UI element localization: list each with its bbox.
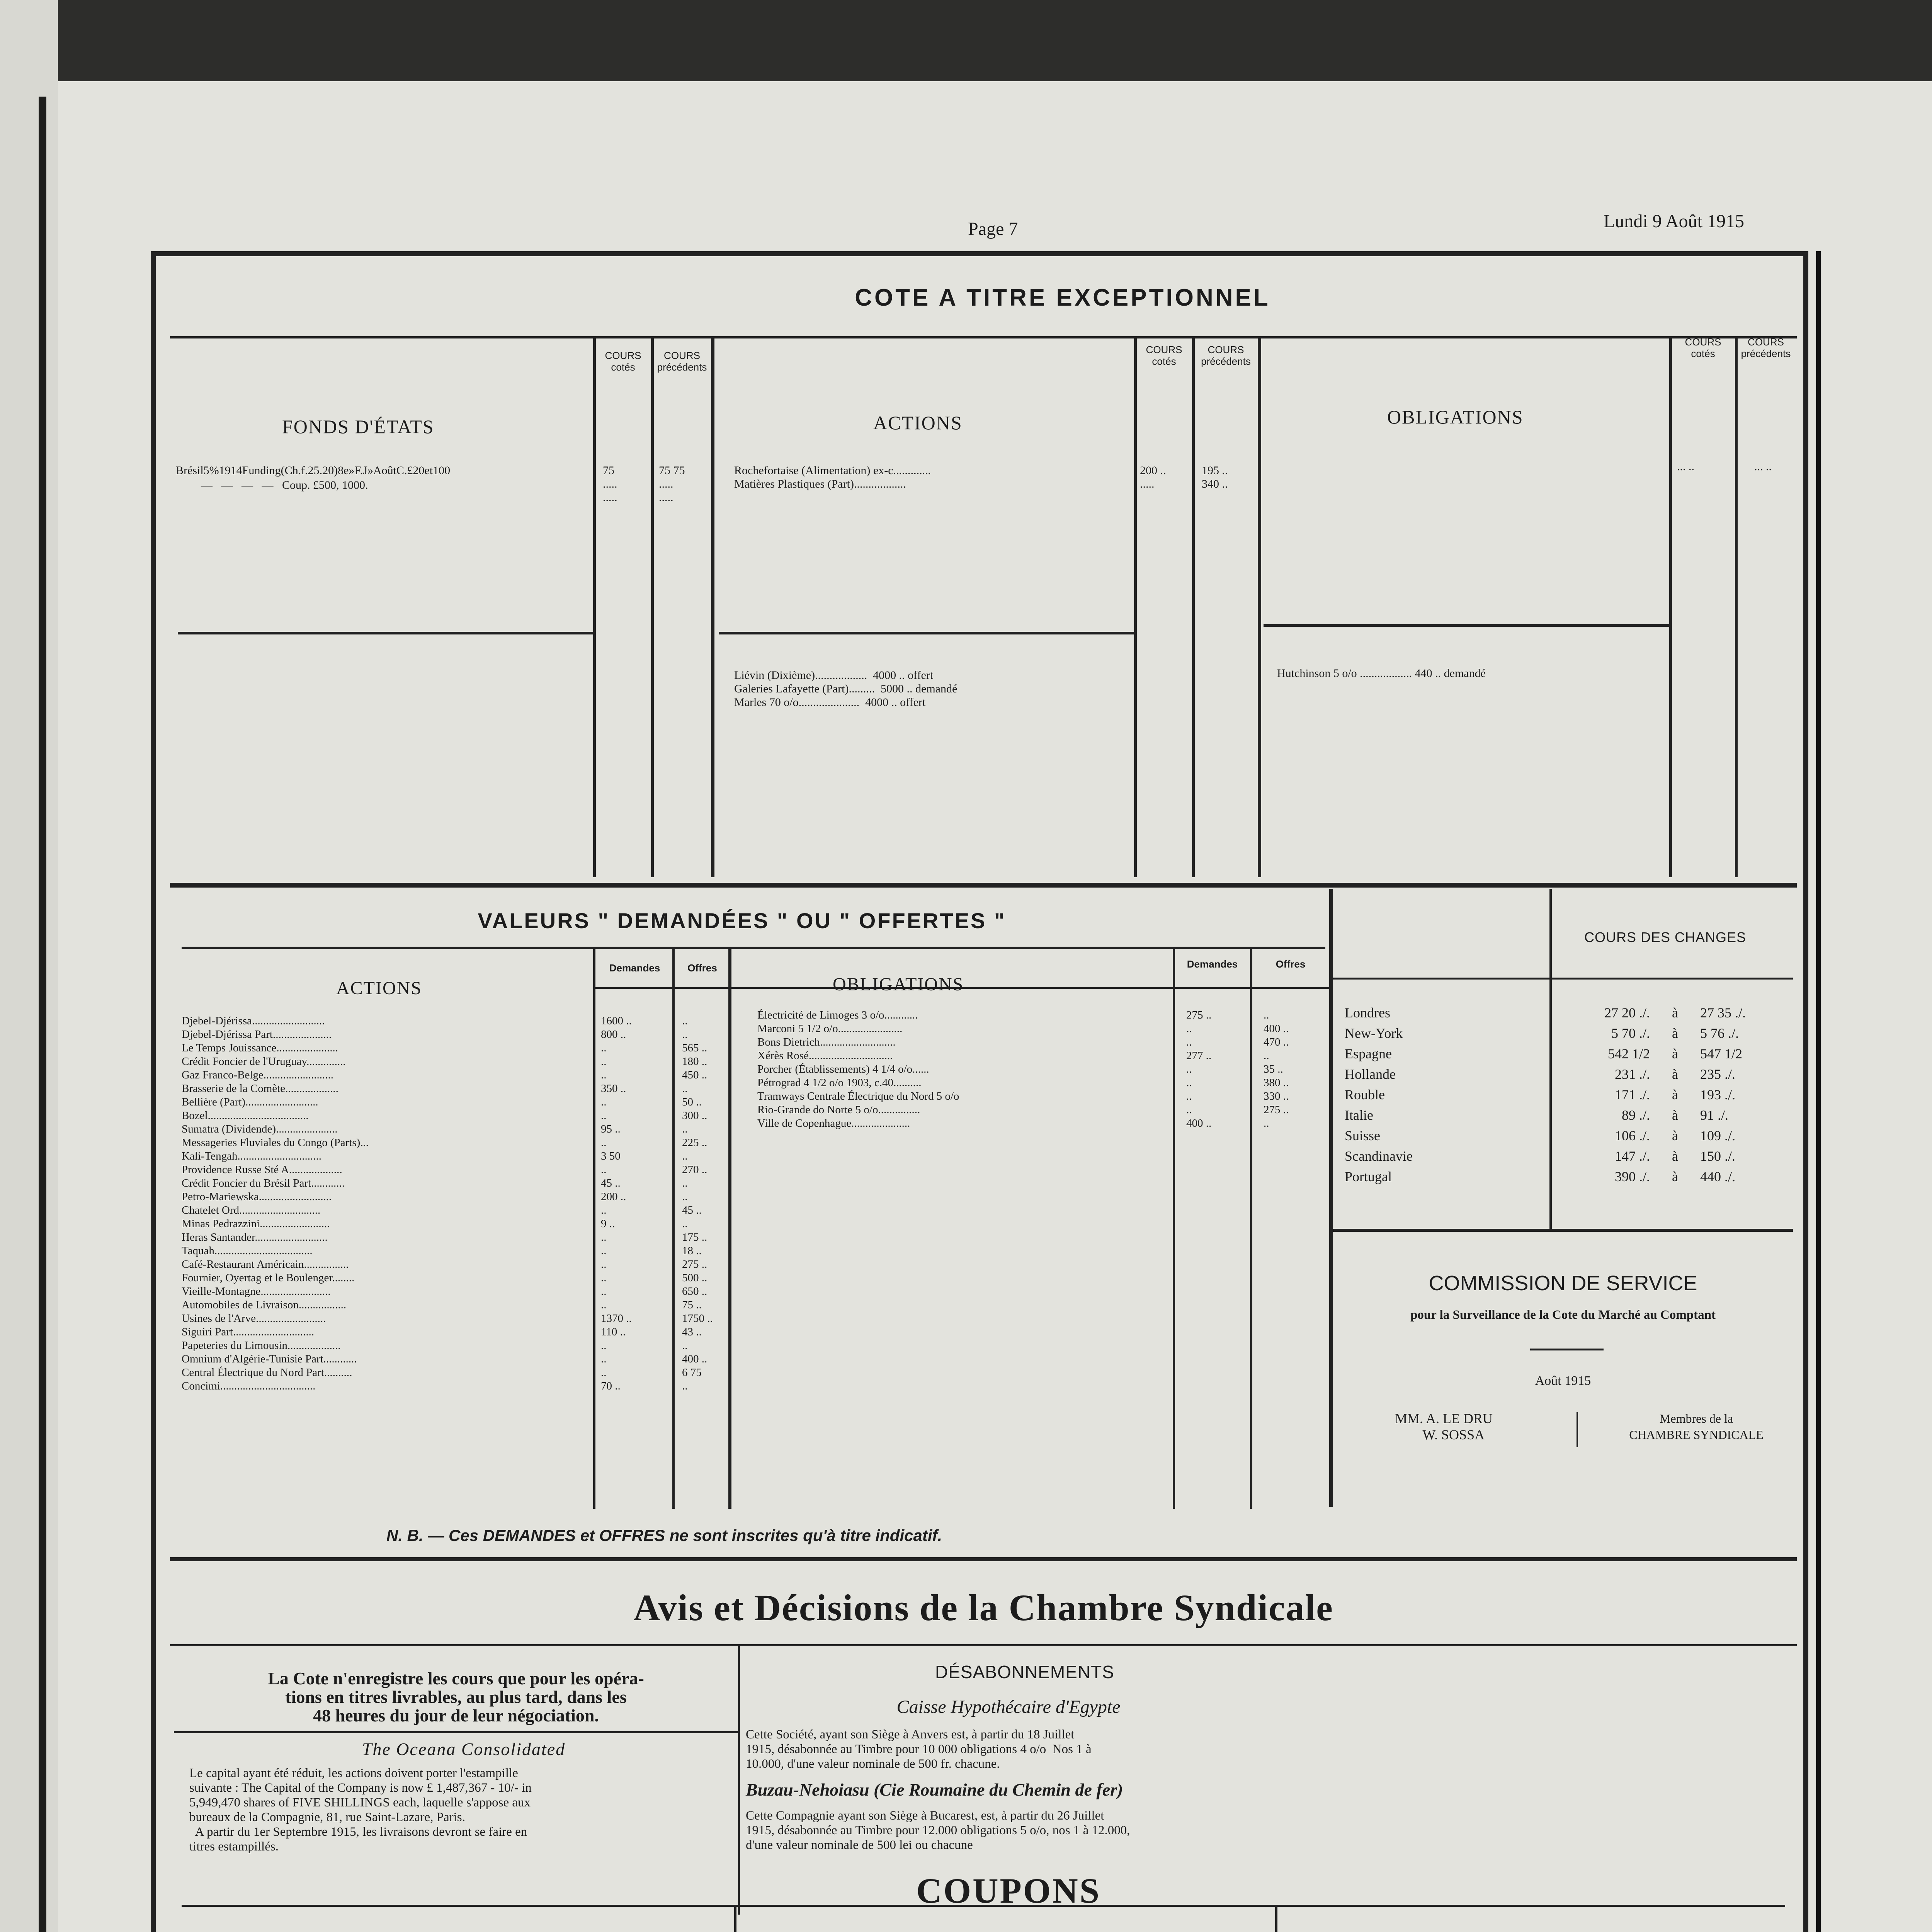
obligations-col-cotes: COURS cotés xyxy=(1685,336,1721,359)
valeurs-actions-names: Djebel-Djérissa.......................... Djebel-Djérissa Part..................... Le Temps Jouissance...................... Crédit Foncier de l'Uruguay.............. Gaz Franco-Belge......................... Brasserie de la Comète................... Bellière (Part).......................... Bozel.................................... Sumatra (Dividende)...................... Messageries Fluviales du Congo (Parts)... Kali-Tengah.............................. Providence Russe Sté A................... Crédit Foncier du Brésil Part............ Petro-Mariewska.......................... Chatelet Ord............................. Minas Pedrazzini......................... Heras Santander.......................... Taquah................................... Café-Restaurant Américain................ Fournier, Oyertag et le Boulenger........ Vieille-Montagne......................... Automobiles de Livraison................. Usines de l'Arve......................... Siguiri Part............................. Papeteries du Limousin................... Omnium d'Algérie-Tunisie Part............ Central Électrique du Nord Part.......... Concimi.................................. xyxy=(182,1015,369,1392)
page-number: Page 7 xyxy=(968,219,1018,239)
changes-row: Suisse 106 ./. à 109 ./. xyxy=(1345,1128,1736,1143)
page-date: Lundi 9 Août 1915 xyxy=(1604,211,1745,231)
caisse-title: Caisse Hypothécaire d'Egypte xyxy=(896,1697,1121,1717)
valeurs-obligations-col-offres: Offres xyxy=(1276,958,1306,970)
valeurs-title: VALEURS " DEMANDÉES " OU " OFFERTES " xyxy=(478,908,1006,933)
fonds-col-cotes: COURS cotés xyxy=(605,350,641,373)
valeurs-actions-heading: ACTIONS xyxy=(336,978,422,998)
valeurs-actions-col-offres: Offres xyxy=(687,962,717,974)
actions-heading: ACTIONS xyxy=(873,412,963,434)
changes-title: COURS DES CHANGES xyxy=(1584,929,1747,945)
changes-row: Scandinavie 147 ./. à 150 ./. xyxy=(1345,1148,1736,1164)
commission-title: COMMISSION DE SERVICE xyxy=(1429,1272,1697,1295)
actions-col-precedents: COURS précédents xyxy=(1201,344,1251,367)
valeurs-obligations-offres: .. 400 .. 470 .. .. 35 .. 380 .. 330 .. 275 .. .. xyxy=(1264,1009,1289,1129)
changes-row: Italie 89 ./. à 91 ./. xyxy=(1345,1107,1729,1123)
changes-row: New-York 5 70 ./. à 5 76 ./. xyxy=(1345,1026,1739,1041)
fonds-cours-cotes: 75 ..... ..... xyxy=(603,464,617,504)
actions-lower: Liévin (Dixième).................. 4000 .. offert Galeries Lafayette (Part)......... 5000 .. demandé Marles 70 o/o..................... 4000 .. offert xyxy=(734,669,957,709)
valeurs-obligations-col-demandes: Demandes xyxy=(1187,958,1238,970)
changes-row: Rouble 171 ./. à 193 ./. xyxy=(1345,1087,1736,1102)
fonds-cours-precedents: 75 75 ..... ..... xyxy=(659,464,685,504)
fonds-heading: FONDS D'ÉTATS xyxy=(282,416,434,437)
fonds-line-1: Brésil5%1914Funding(Ch.f.25.20)8e»F.J»AoûtC.£20et100 xyxy=(176,464,451,477)
fonds-line-2: — — — — Coup. £500, 1000. xyxy=(201,479,368,492)
commission-members: MM. A. LE DRU W. SOSSA xyxy=(1395,1411,1493,1442)
obligations-lower: Hutchinson 5 o/o .................. 440 .. demandé xyxy=(1277,667,1486,680)
valeurs-actions-col-demandes: Demandes xyxy=(609,962,660,974)
oceana-title: The Oceana Consolidated xyxy=(362,1739,566,1759)
changes-row: Portugal 390 ./. à 440 ./. xyxy=(1345,1169,1736,1184)
oceana-text: Le capital ayant été réduit, les actions doivent porter l'estampille suivante : The Capital of the Company is now £ 1,487,367 - 10/- in 5,949,470 shares of FIVE SHILLINGS each, laquelle s'appose aux bureaux de la Compagnie, 81, rue Saint-Lazare, Paris. A partir du 1er Septembre 1915, les livraisons devront se faire en titres estampillés. xyxy=(189,1766,532,1854)
obligations-heading: OBLIGATIONS xyxy=(1387,406,1524,428)
changes-table xyxy=(1345,1005,1777,1189)
caisse-text: Cette Société, ayant son Siège à Anvers est, à partir du 18 Juillet 1915, désabonnée au Timbre pour 10 000 obligations 4 o/o Nos 1 à 10.000, d'une valeur nominale de 500 fr. chacune. xyxy=(746,1728,1092,1771)
adjacent-page-edge xyxy=(0,0,58,1932)
changes-row: Londres 27 20 ./. à 27 35 ./. xyxy=(1345,1005,1746,1020)
buzau-text: Cette Compagnie ayant son Siège à Bucarest, est, à partir du 26 Juillet 1915, désabonnée au Timbre pour 12.000 obligations 5 o/o, nos 1 à 12.000, d'une valeur nominale de 500 lei ou chacune xyxy=(746,1809,1130,1852)
obligations-cours-cotes: ... .. xyxy=(1677,460,1694,473)
obligations-cours-precedents: ... .. xyxy=(1754,460,1772,473)
valeurs-obligations-names: Électricité de Limoges 3 o/o............ Marconi 5 1/2 o/o....................... Bons Dietrich........................... Xérès Rosé.............................. Porcher (Établissements) 4 1/4 o/o...... Pétrograd 4 1/2 o/o 1903, c.40.......... Tramways Centrale Électrique du Nord 5 o/o Rio-Grande do Norte 5 o/o............... Ville de Copenhague..................... xyxy=(757,1009,959,1129)
valeurs-obligations-demandes: 275 .. .. .. 277 .. .. .. .. .. 400 .. xyxy=(1186,1009,1212,1129)
actions-col-cotes: COURS cotés xyxy=(1146,344,1182,367)
commission-month: Août 1915 xyxy=(1535,1374,1591,1388)
actions-lines: Rochefortaise (Alimentation) ex-c............. Matières Plastiques (Part).................. xyxy=(734,464,931,490)
valeurs-actions-offres: .. .. 565 .. 180 .. 450 .. .. 50 .. 300 .. .. 225 .. .. 270 .. .. .. 45 .. .. 175 .. 18 .. 275 .. 500 .. 650 .. 75 .. 1750 .. 43 .. .. 400 .. 6 75 .. xyxy=(682,1015,713,1392)
changes-row: Hollande 231 ./. à 235 ./. xyxy=(1345,1066,1736,1082)
avis-intro: La Cote n'enregistre les cours que pour les opéra- tions en titres livrables, au plus tard, dans les 48 heures du jour de leur négociation. xyxy=(268,1668,644,1725)
changes-row: Espagne 542 1/2 à 547 1/2 xyxy=(1345,1046,1743,1061)
binding-shadow xyxy=(39,97,46,1932)
valeurs-note: N. B. — Ces DEMANDES et OFFRES ne sont inscrites qu'à titre indicatif. xyxy=(386,1526,942,1544)
actions-cours-precedents: 195 .. 340 .. xyxy=(1202,464,1228,490)
valeurs-obligations-heading: OBLIGATIONS xyxy=(833,974,964,995)
obligations-col-precedents: COURS précédents xyxy=(1741,336,1791,359)
fonds-col-precedents: COURS précédents xyxy=(657,350,707,373)
actions-cours-cotes: 200 .. ..... xyxy=(1140,464,1166,490)
coupons-center-title: COUPONS xyxy=(916,1871,1101,1910)
valeurs-actions-demandes: 1600 .. 800 .. .. .. .. 350 .. .. .. 95 .. .. 3 50 .. 45 .. 200 .. .. 9 .. .. .. .. .. .. .. 1370 .. 110 .. .. .. .. 70 .. xyxy=(601,1015,632,1392)
commission-subtitle: pour la Surveillance de la Cote du Marché au Comptant xyxy=(1410,1308,1716,1322)
cote-rule xyxy=(170,336,1797,338)
desabonnements-title: DÉSABONNEMENTS xyxy=(935,1662,1114,1682)
buzau-title: Buzau-Nehoiasu (Cie Roumaine du Chemin de fer) xyxy=(746,1780,1123,1799)
commission-role: Membres de la CHAMBRE SYNDICALE xyxy=(1629,1412,1764,1442)
avis-title: Avis et Décisions de la Chambre Syndicale xyxy=(633,1587,1333,1628)
cote-title: COTE A TITRE EXCEPTIONNEL xyxy=(855,284,1270,311)
